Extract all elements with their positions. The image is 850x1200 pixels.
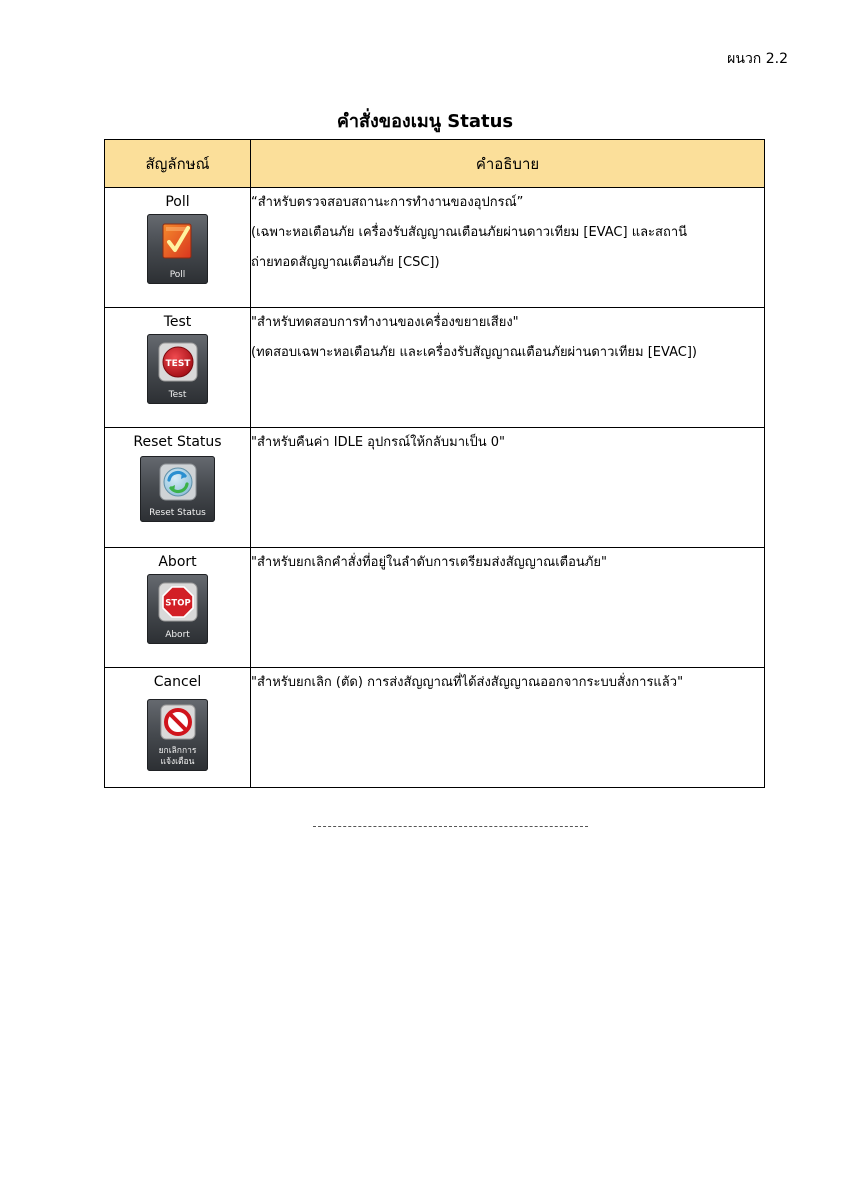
test-icon-text: TEST: [165, 359, 190, 369]
cancel-prohibited-icon: [158, 703, 198, 741]
test-button[interactable]: [147, 334, 208, 404]
abort-button[interactable]: [147, 574, 208, 644]
description-cell: [251, 188, 765, 308]
description-line: "สำหรับทดสอบการทำงานของเครื่องขยายเสียง": [251, 315, 519, 330]
symbol-cell: [105, 188, 251, 308]
poll-button[interactable]: [147, 214, 208, 284]
status-command-table: [104, 139, 765, 788]
poll-icon-label: Poll: [169, 270, 186, 280]
cancel-icon-label: [147, 746, 208, 768]
header-description: คำอธิบาย: [251, 140, 765, 188]
symbol-name: Abort: [158, 554, 197, 570]
description-cell: [251, 668, 765, 788]
symbol-name: Reset Status: [133, 434, 222, 450]
test-red-button-icon: [156, 340, 200, 384]
symbol-cell: [105, 548, 251, 668]
symbol-cell: [105, 428, 251, 548]
symbol-name: Poll: [165, 194, 190, 210]
table-row: [105, 548, 765, 668]
abort-icon-label: Abort: [165, 630, 190, 640]
symbol-cell: [105, 668, 251, 788]
cancel-icon-label-line: แจ้งเตือน: [160, 757, 195, 767]
table-row: [105, 668, 765, 788]
cancel-icon-label-line: ยกเลิกการ: [158, 746, 197, 756]
reset-status-icon-label: Reset Status: [149, 508, 206, 518]
description-line: ถ่ายทอดสัญญาณเตือนภัย [CSC]): [251, 255, 440, 270]
end-divider: [313, 826, 588, 827]
table-row: [105, 188, 765, 308]
stop-icon-text: STOP: [164, 598, 191, 609]
page-title: คำสั่งของเมนู Status: [336, 111, 514, 132]
annex-label: ผนวก 2.2: [727, 51, 788, 67]
description-cell: [251, 428, 765, 548]
symbol-name: Test: [163, 314, 192, 330]
description-cell: [251, 548, 765, 668]
reset-status-button[interactable]: [140, 456, 215, 522]
description-cell: [251, 308, 765, 428]
table-header-row: [105, 140, 765, 188]
stop-sign-icon: [156, 580, 200, 624]
description-line: "สำหรับยกเลิก (ตัด) การส่งสัญญาณที่ได้ส่งสัญญาณออกจากระบบสั่งการแล้ว": [251, 675, 684, 690]
table-row: [105, 428, 765, 548]
symbol-cell: [105, 308, 251, 428]
test-icon-label: Test: [168, 390, 187, 400]
description-line: "สำหรับคืนค่า IDLE อุปกรณ์ให้กลับมาเป็น 0": [251, 435, 505, 450]
cancel-button[interactable]: [147, 699, 208, 771]
description-line: (ทดสอบเฉพาะหอเตือนภัย และเครื่องรับสัญญาณเตือนภัยผ่านดาวเทียม [EVAC]): [251, 345, 697, 360]
symbol-name: Cancel: [153, 674, 202, 690]
description-line: "สำหรับยกเลิกคำสั่งที่อยู่ในลำดับการเตรียมส่งสัญญาณเตือนภัย": [251, 555, 607, 570]
header-symbol: สัญลักษณ์: [105, 140, 251, 188]
table-row: [105, 308, 765, 428]
poll-checkmark-icon: [158, 220, 198, 264]
reset-refresh-icon: [158, 462, 198, 502]
description-line: “สำหรับตรวจสอบสถานะการทำงานของอุปกรณ์”: [251, 195, 524, 210]
description-line: (เฉพาะหอเตือนภัย เครื่องรับสัญญาณเตือนภัยผ่านดาวเทียม [EVAC] และสถานี: [251, 225, 688, 240]
